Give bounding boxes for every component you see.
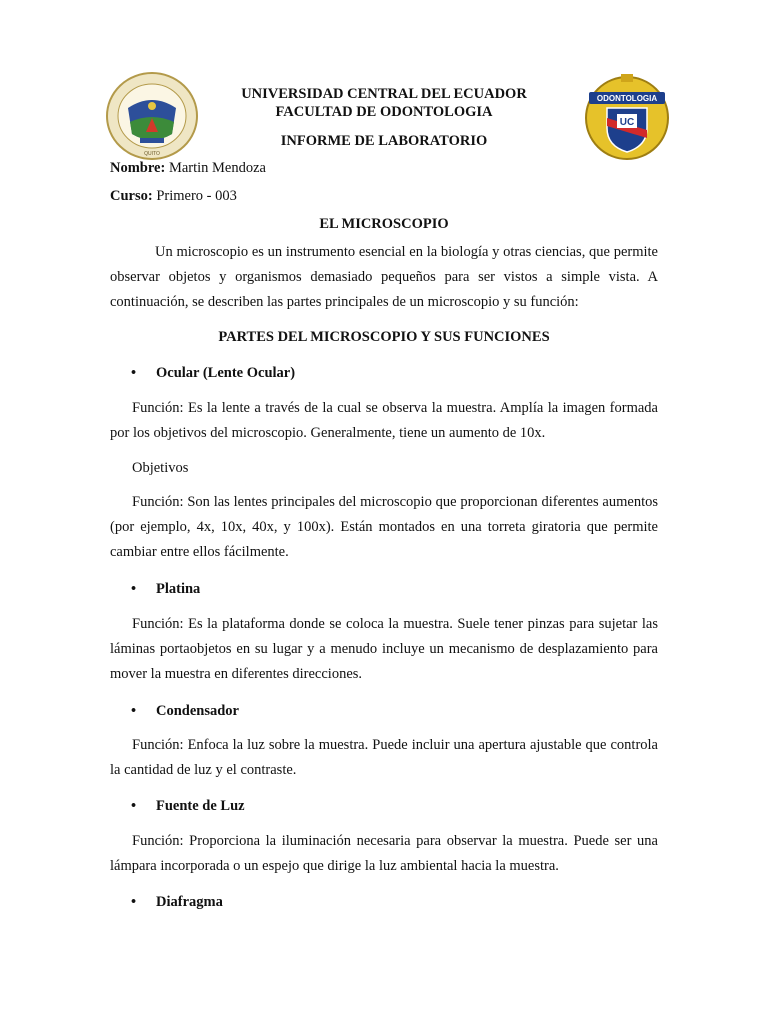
bullet-icon: • — [131, 894, 137, 910]
student-name-line — [110, 160, 266, 177]
part-name: Diafragma — [156, 894, 223, 910]
part-heading-fuente-de-luz — [131, 798, 245, 815]
name-label: Nombre: — [110, 160, 166, 176]
bullet-icon: • — [131, 581, 137, 597]
part-heading-ocular — [131, 365, 295, 382]
part-name: Platina — [156, 581, 201, 597]
odontologia-emblem-logo — [581, 72, 673, 160]
part-function-condensador: Función: Enfoca la luz sobre la muestra. Puede incluir una apertura ajustable que controla la cantidad de luz y el contraste. — [110, 737, 658, 778]
university-seal-logo — [106, 72, 198, 160]
intro-paragraph: Un microscopio es un instrumento esencial en la biología y otras ciencias, que permite observar objetos y organismos demasiado pequeños para ser vistos a simple vista. A continuación, se describen las partes principales de un microscopio y su función: — [110, 244, 658, 310]
university-name: UNIVERSIDAD CENTRAL DEL ECUADOR — [241, 86, 527, 102]
part-function-objetivos: Función: Son las lentes principales del microscopio que proporcionan diferentes aumentos (por ejemplo, 4x, 10x, 40x, y 100x). Están montados en una torreta giratoria que permite cambiar entre ellos fácilmente. — [110, 494, 658, 560]
part-name: Fuente de Luz — [156, 798, 245, 814]
seal-bottom-text: QUITO — [144, 151, 160, 157]
course-label: Curso: — [110, 188, 153, 204]
emblem-monogram: UC — [619, 117, 635, 128]
part-name: Condensador — [156, 703, 239, 719]
part-heading-condensador — [131, 703, 239, 720]
student-name: Martin Mendoza — [168, 160, 266, 176]
course-line — [110, 188, 237, 205]
emblem-top-text: ODONTOLOGIA — [596, 94, 658, 103]
section-title: PARTES DEL MICROSCOPIO Y SUS FUNCIONES — [218, 329, 550, 345]
part-function-fuente-de-luz: Función: Proporciona la iluminación necesaria para observar la muestra. Puede ser una lámpara incorporada o un espejo que dirige la luz ambiental hacia la muestra. — [110, 833, 658, 874]
bullet-icon: • — [131, 798, 137, 814]
part-function-platina: Función: Es la plataforma donde se coloca la muestra. Suele tener pinzas para sujetar las láminas portaobjetos en su lugar y a menudo incluye un mecanismo de desplazamiento para mover la muestra en diferentes direcciones. — [110, 616, 658, 682]
part-function-ocular: Función: Es la lente a través de la cual se observa la muestra. Amplía la imagen formada por los objetivos del microscopio. Generalmente, tiene un aumento de 10x. — [110, 400, 658, 441]
report-type: INFORME DE LABORATORIO — [280, 133, 488, 149]
document-title: EL MICROSCOPIO — [319, 216, 449, 232]
part-heading-diafragma — [131, 894, 223, 911]
faculty-name: FACULTAD DE ODONTOLOGIA — [275, 104, 493, 120]
part-name: Ocular (Lente Ocular) — [156, 365, 296, 381]
part-heading-objetivos: Objetivos — [132, 460, 189, 476]
course-value: Primero - 003 — [156, 188, 237, 204]
bullet-icon: • — [131, 703, 137, 719]
bullet-icon: • — [131, 365, 137, 381]
part-heading-platina — [131, 581, 200, 598]
